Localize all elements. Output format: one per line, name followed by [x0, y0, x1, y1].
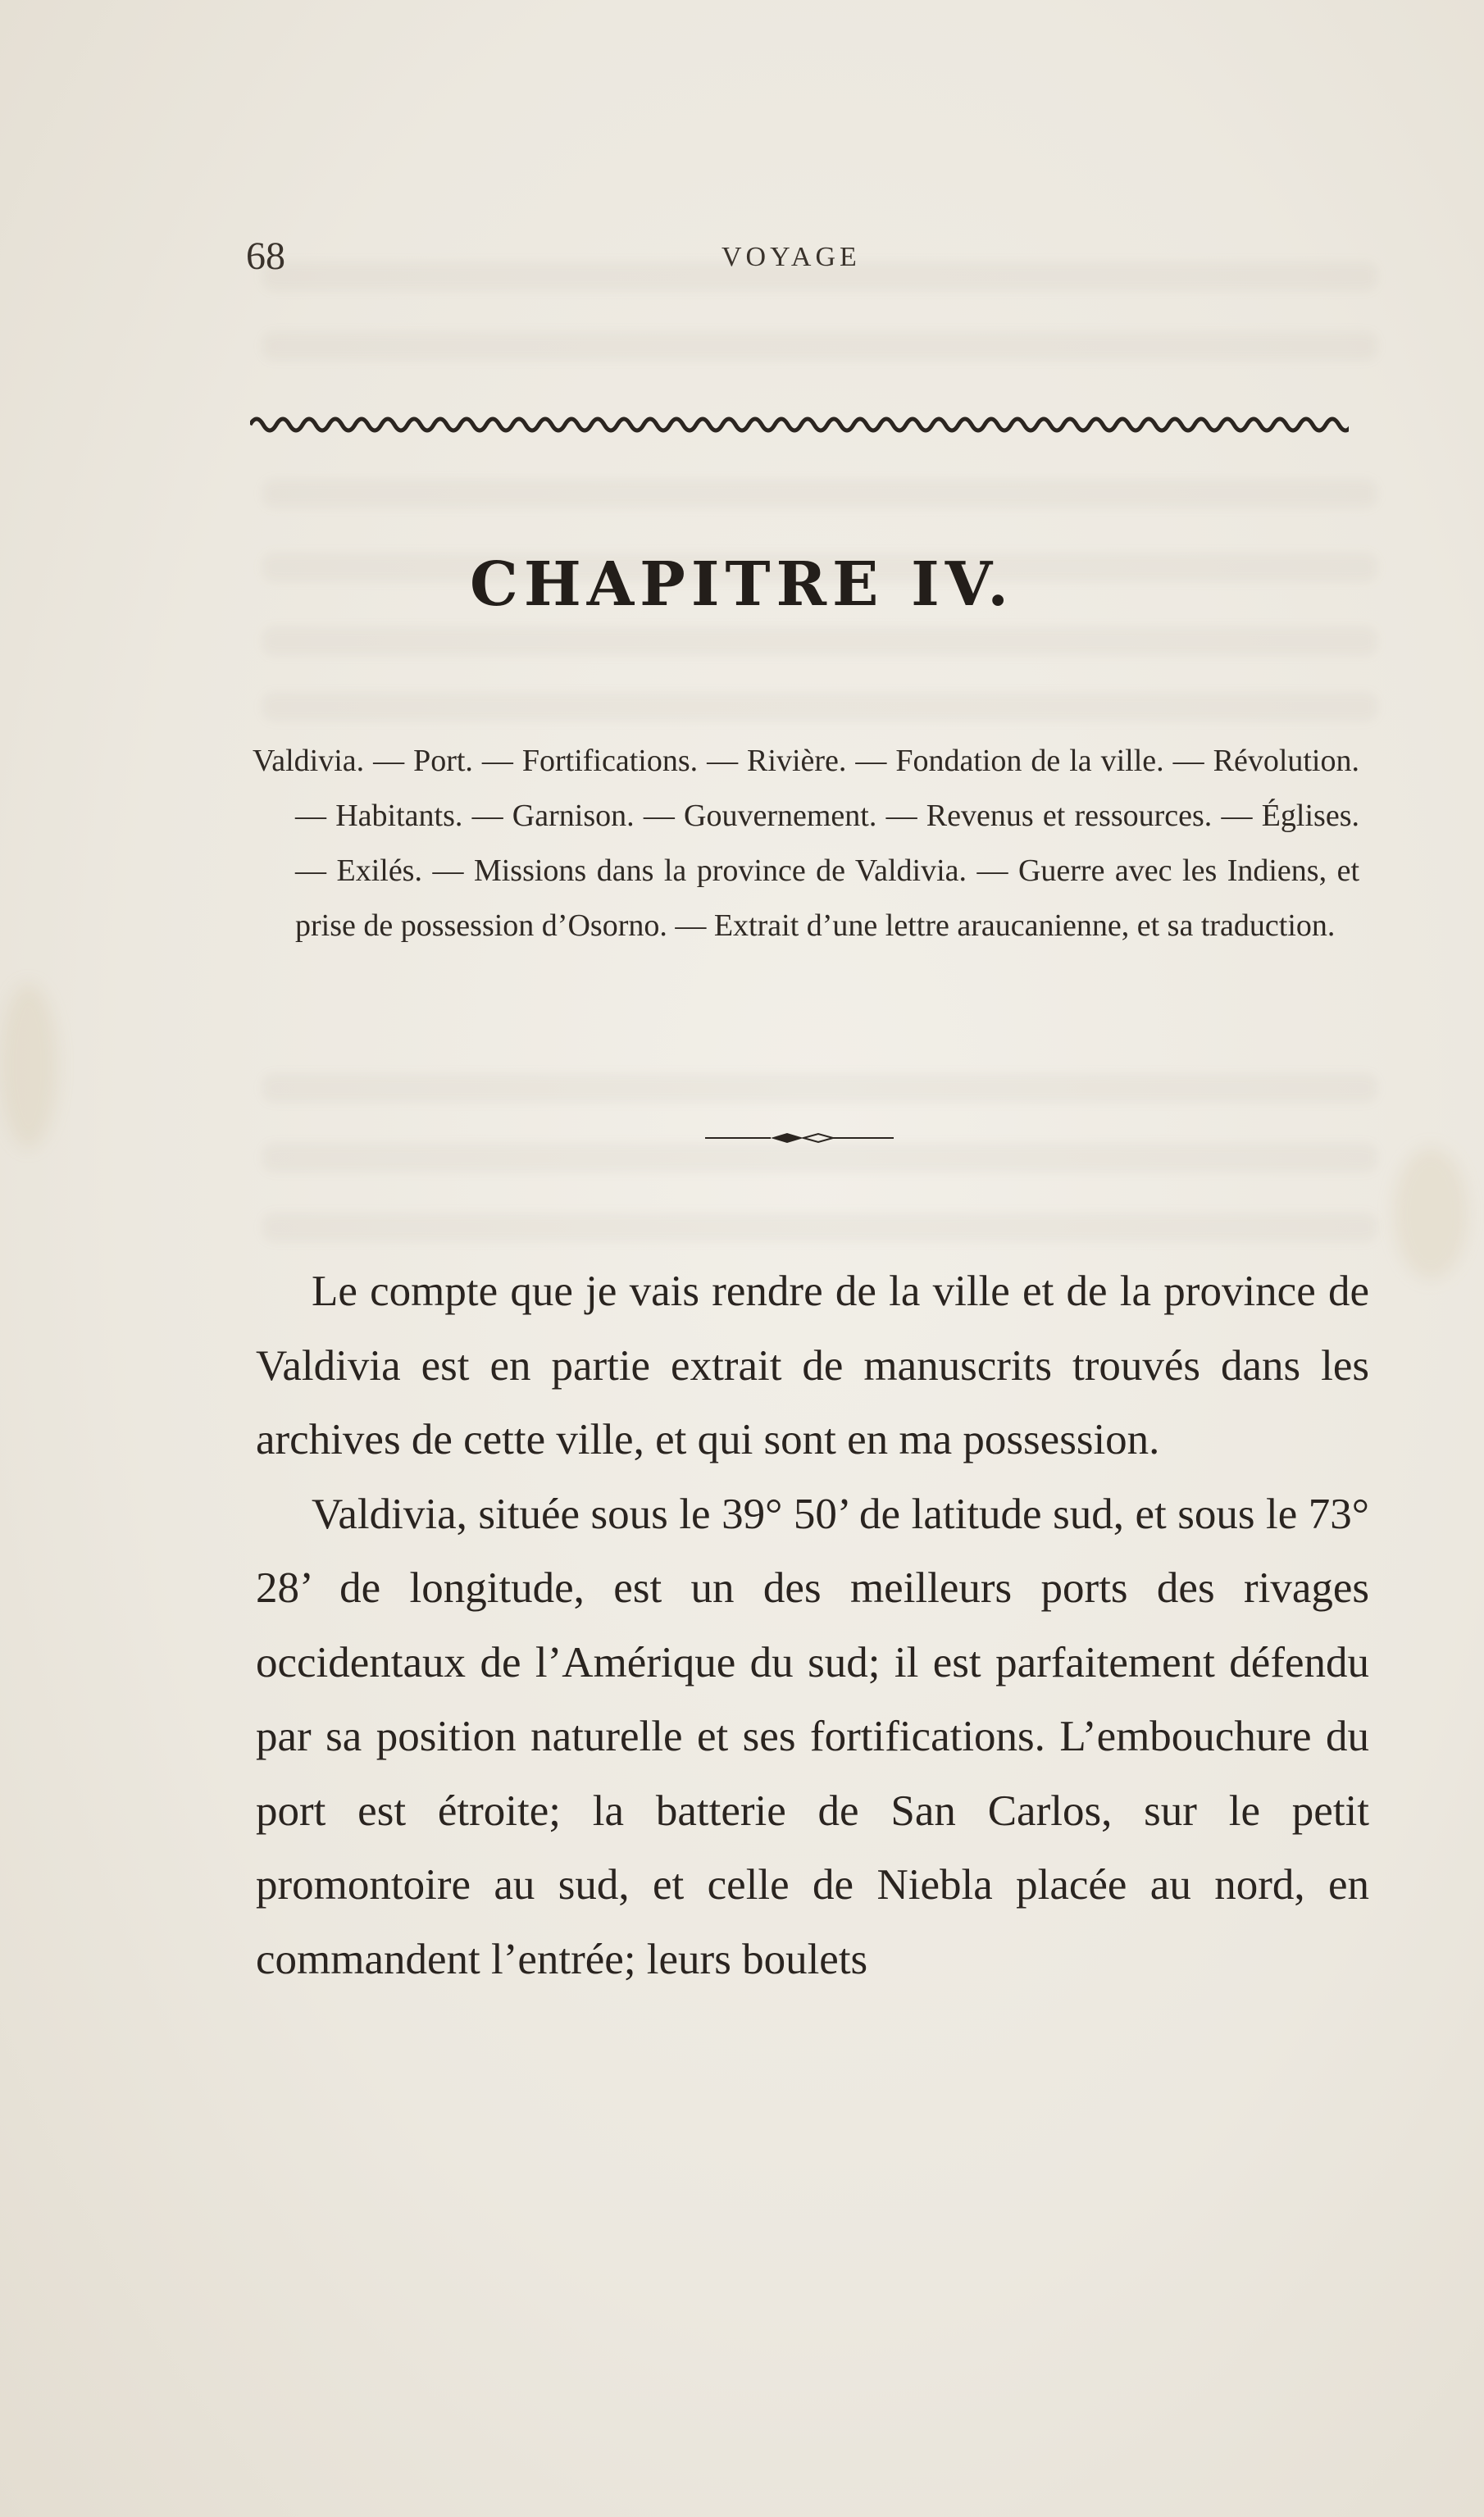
bleed-through [262, 1213, 1377, 1241]
bleed-through [262, 627, 1377, 655]
ornamental-rule [250, 414, 1349, 435]
body-text [256, 1254, 1369, 1996]
bleed-through [262, 332, 1377, 360]
section-divider [705, 1130, 894, 1146]
paragraph: Valdivia, située sous le 39° 50’ de latitude sud, et sous le 73° 28’ de longitude, est un des meilleurs ports des rivages occidentaux de l’Amérique du sud; il est parfaitement défendu par sa position naturelle et ses fortifications. L’embouchure du port est étroite; la batterie de San Carlos, sur le petit promontoire au sud, et celle de Niebla placée au nord, en commandent l’entrée; leurs boulets [256, 1490, 1369, 1983]
paragraph: Le compte que je vais rendre de la ville et de la province de Valdivia est en partie extrait de manuscrits trouvés dans les archives de cette ville, et qui sont en ma possession. [256, 1268, 1369, 1463]
running-head: VOYAGE [722, 242, 861, 272]
bleed-through [262, 480, 1377, 507]
chapter-summary [253, 734, 1359, 954]
bleed-through [262, 1144, 1377, 1172]
paper-stain [0, 984, 57, 1148]
chapter-summary-text: Valdivia. — Port. — Fortifications. — Rivière. — Fondation de la ville. — Révolution. — Habitants. — Garnison. — Gouvernement. — Revenus et ressources. — Églises. — Exilés. — Missions dans la province de Valdivia. — Guerre avec les Indiens, et prise de possession d’Osorno. — Extrait d’une lettre araucanienne, et sa traduction. [253, 744, 1359, 943]
chapter-title: CHAPITRE IV. [469, 549, 1015, 620]
paper-stain [1394, 1148, 1468, 1279]
bleed-through [262, 1074, 1377, 1102]
bleed-through [262, 693, 1377, 721]
page-header [246, 234, 1369, 283]
page-number: 68 [246, 234, 285, 278]
